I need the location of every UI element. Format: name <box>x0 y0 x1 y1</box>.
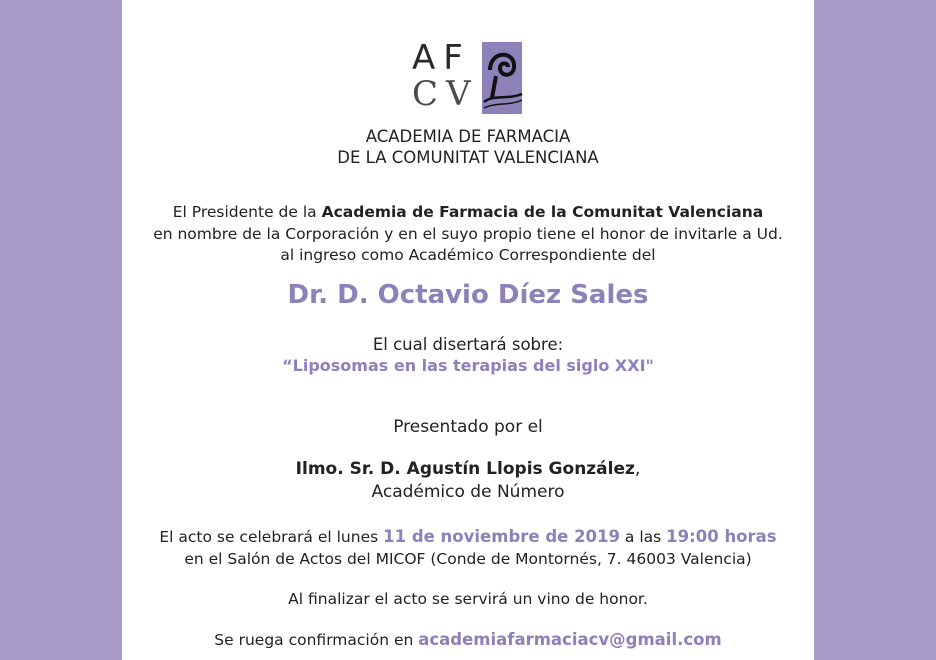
event-details <box>122 526 814 570</box>
presenter-intro: Presentado por el <box>393 417 543 437</box>
honoree-name: Dr. D. Octavio Díez Sales <box>287 280 649 310</box>
logo-letters-af: AF <box>412 38 471 78</box>
presenter-block <box>122 458 814 504</box>
event-time: 19:00 horas <box>666 527 777 546</box>
invitation-text <box>122 202 814 267</box>
logo-letters-cv: CV <box>412 74 479 114</box>
rsvp <box>122 630 814 649</box>
rsvp-prefix: Se ruega confirmación en <box>214 631 419 649</box>
intro-line2: en nombre de la Corporación y en el suyo propio tiene el honor de invitarle a Ud. <box>153 224 783 243</box>
presenter-role: Académico de Número <box>371 482 565 502</box>
event-place: en el Salón de Actos del MICOF (Conde de Montornés, 7. 46003 Valencia) <box>184 550 752 568</box>
lecture-title: “Liposomas en las terapias del siglo XXI" <box>282 356 654 375</box>
event-mid: a las <box>620 528 667 546</box>
academy-name-line2: DE LA COMUNITAT VALENCIANA <box>337 148 599 167</box>
event-prefix: El acto se celebrará el lunes <box>159 528 384 546</box>
intro-line1-prefix: El Presidente de la <box>172 203 322 221</box>
closing-note: Al finalizar el acto se servirá un vino de honor. <box>288 590 648 608</box>
afcv-logo <box>412 40 527 115</box>
presenter-name: Ilmo. Sr. D. Agustín Llopis González <box>295 459 635 479</box>
presenter-comma: , <box>634 459 641 479</box>
intro-line3: al ingreso como Académico Correspondiente del <box>280 246 656 264</box>
academy-name-line1: ACADEMIA DE FARMACIA <box>365 127 571 146</box>
pharmacy-cup-icon <box>482 42 524 114</box>
rsvp-email-link[interactable]: academiafarmaciacv@gmail.com <box>418 630 722 649</box>
lecture-intro: El cual disertará sobre: <box>372 335 564 354</box>
intro-academy-bold: Academia de Farmacia de la Comunitat Valenciana <box>321 203 764 221</box>
academy-name <box>122 126 814 168</box>
invitation-card <box>122 0 814 660</box>
event-date: 11 de noviembre de 2019 <box>383 527 620 546</box>
